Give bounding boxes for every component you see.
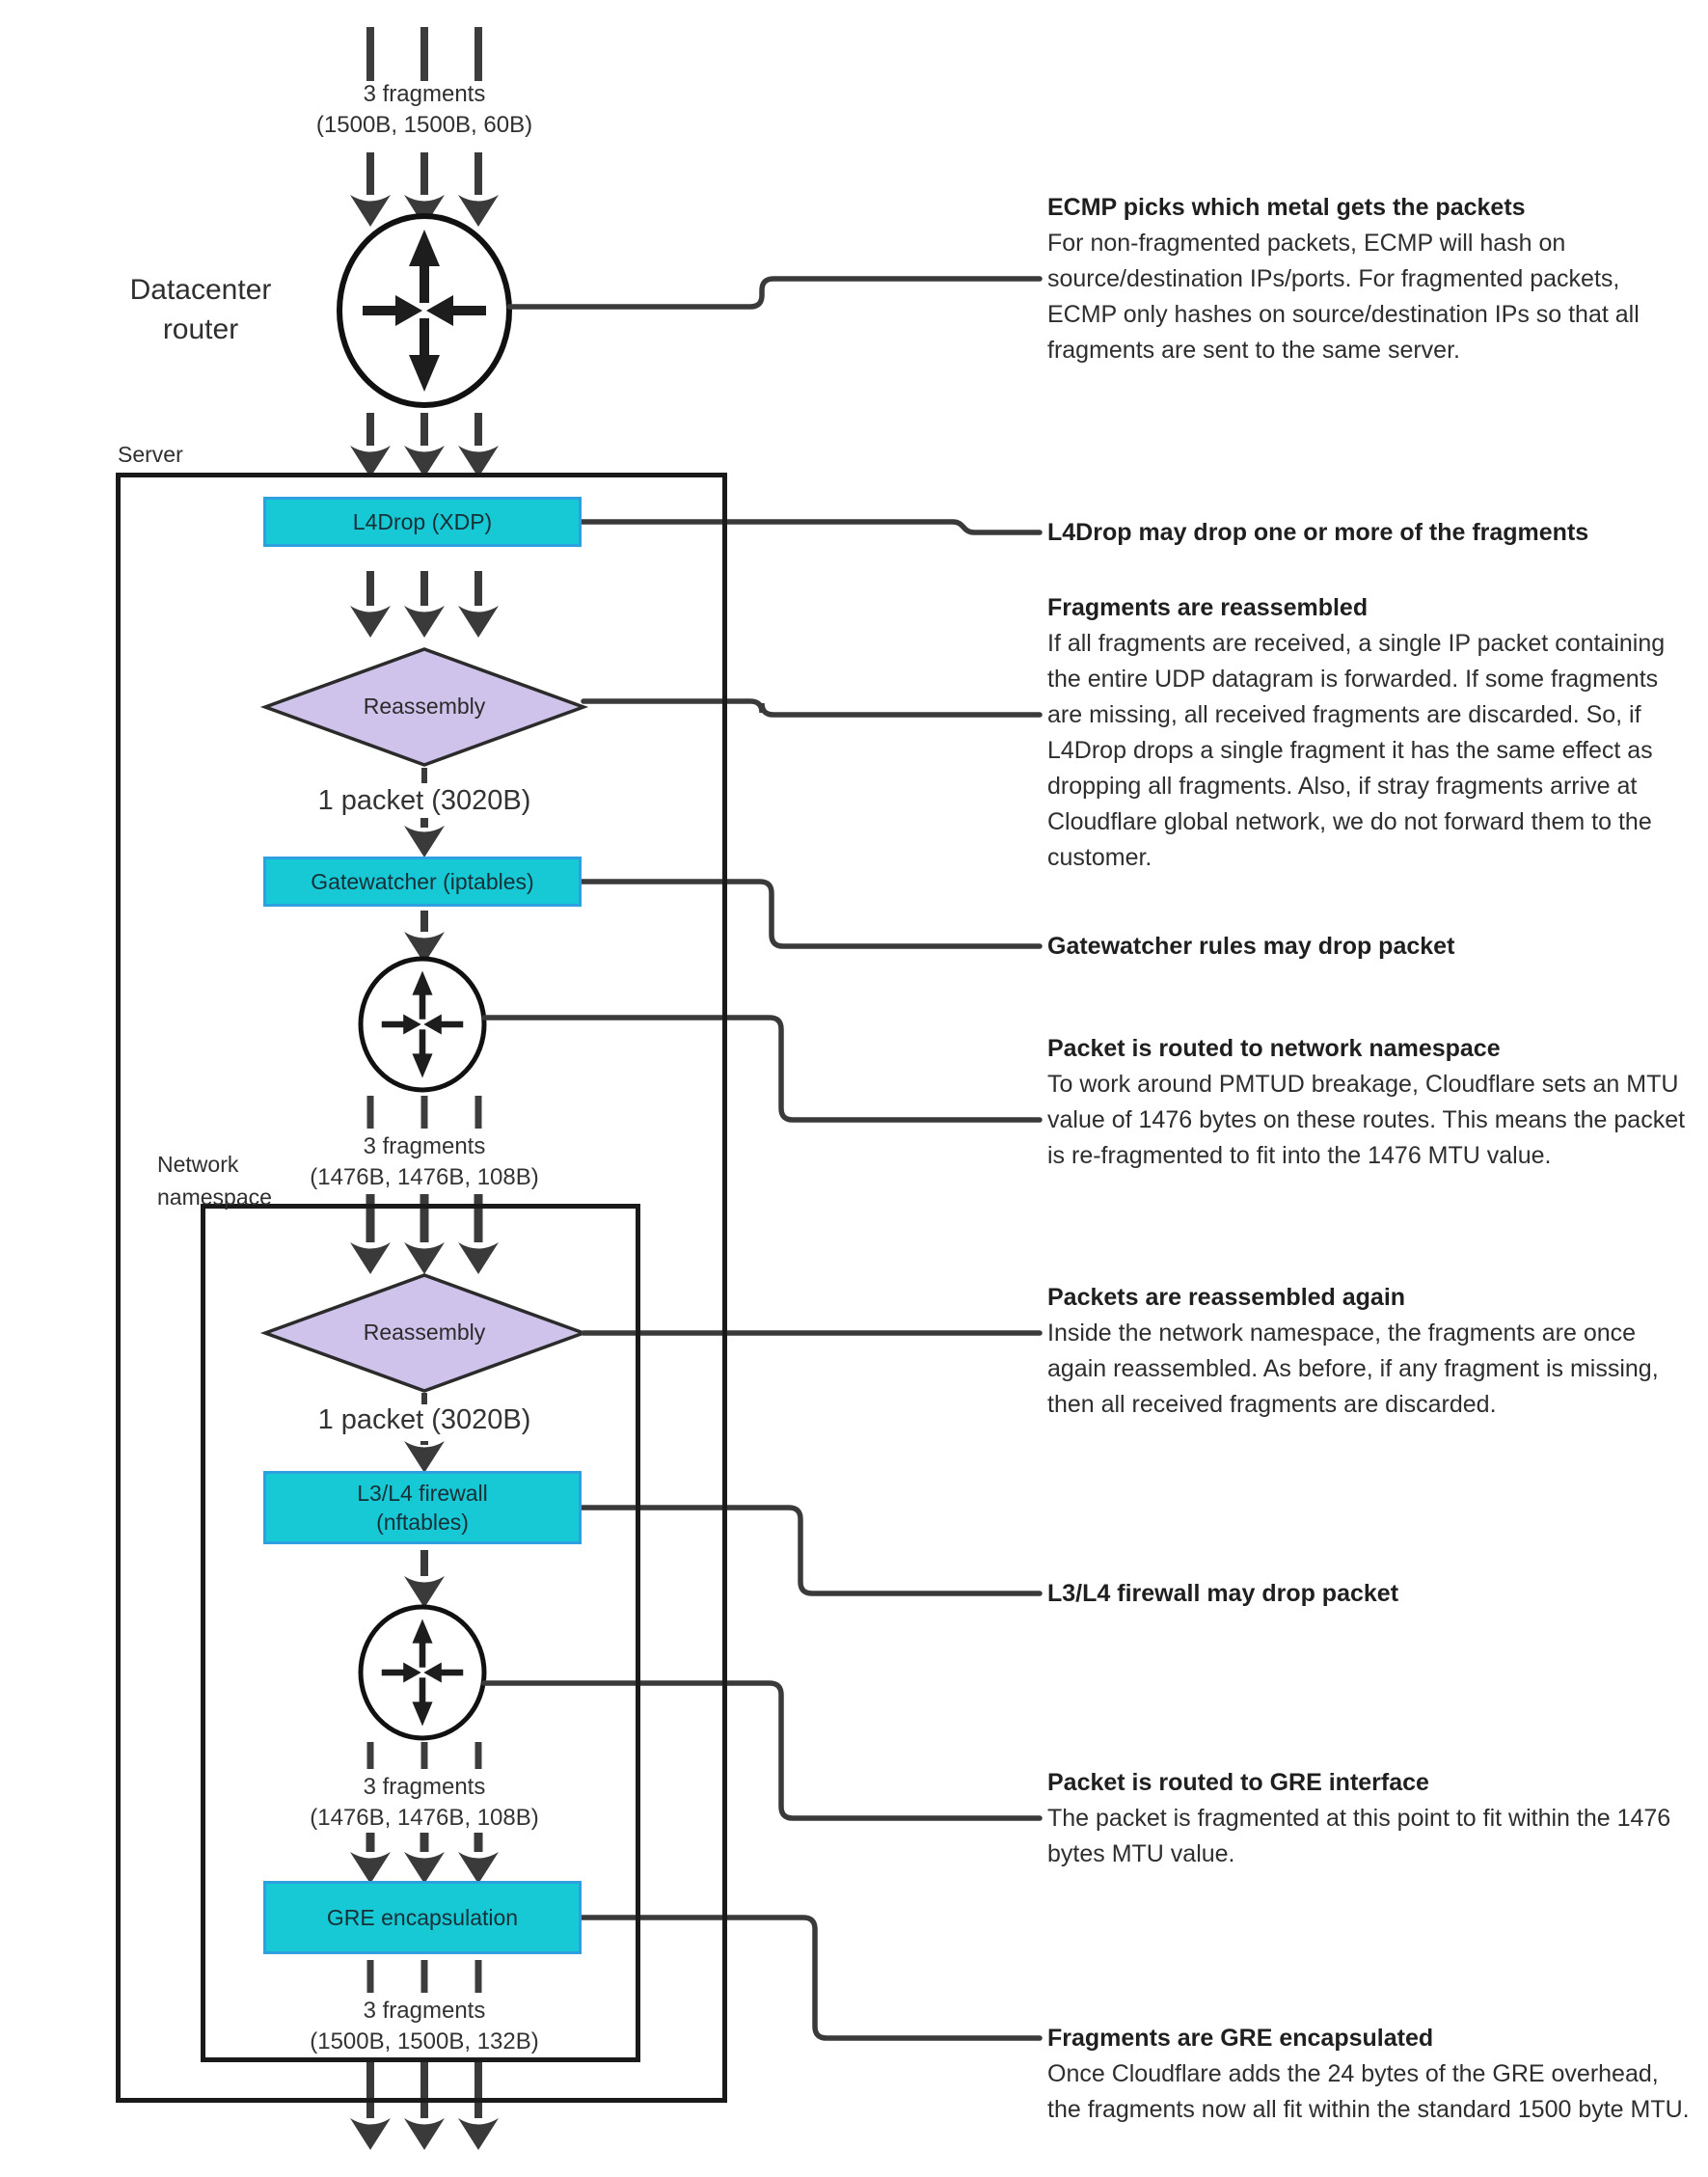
namespace-fragments-count: 3 fragments xyxy=(363,1133,486,1159)
annotation-reassembled-again xyxy=(1047,1280,1692,1423)
ingress-fragments-count: 3 fragments xyxy=(363,81,486,107)
server-label: Server xyxy=(118,442,183,467)
gatewatcher-label: Gatewatcher (iptables) xyxy=(311,869,534,894)
annotation-gre-route-body: The packet is fragmented at this point to fit within the 1476 bytes MTU value. xyxy=(1047,1805,1671,1867)
gre-fragments-sizes: (1476B, 1476B, 108B) xyxy=(310,1805,539,1831)
ingress-fragment-dashes xyxy=(370,27,478,81)
annotation-gre-route xyxy=(1047,1765,1692,1872)
annotation-netns-route-body: To work around PMTUD breakage, Cloudflare sets an MTU value of 1476 bytes on these routes. This means the packet is re-fragmented to fit into the 1476 MTU value. xyxy=(1047,1071,1686,1169)
annotation-netns-route-title: Packet is routed to network namespace xyxy=(1047,1035,1501,1062)
annotation-reassembled xyxy=(1047,590,1692,876)
annotation-gre-encap-body: Once Cloudflare adds the 24 bytes of the GRE overhead, the fragments now all fit within the standard 1500 byte MTU. xyxy=(1047,2060,1690,2123)
annotation-netns-route xyxy=(1047,1031,1692,1174)
l3l4-firewall-label-line1: L3/L4 firewall xyxy=(357,1481,488,1506)
egress-fragments-count: 3 fragments xyxy=(363,1998,486,2024)
annotation-gatewatcher-title: Gatewatcher rules may drop packet xyxy=(1047,933,1455,960)
annotation-reassembled-again-body: Inside the network namespace, the fragments are once again reassembled. As before, if any fragment is missing, then all received fragments are discarded. xyxy=(1047,1320,1659,1418)
ingress-fragments-sizes: (1500B, 1500B, 60B) xyxy=(315,112,533,138)
annotation-l3l4-title: L3/L4 firewall may drop packet xyxy=(1047,1580,1399,1607)
annotation-l3l4 xyxy=(1047,1576,1692,1612)
annotation-reassembled-body: If all fragments are received, a single IP packet containing the entire UDP datagram is forwarded. If some fragments are missing, all received fragments are discarded. So, if L4Drop drops a single fragment it has the same effect as dropping all fragments. Also, if stray fragments arrive at Cloudflare global network, we do not forward them to the customer. xyxy=(1047,630,1666,871)
annotation-gre-encap-title: Fragments are GRE encapsulated xyxy=(1047,2025,1434,2052)
gre-encapsulation-box xyxy=(263,1881,582,1954)
l3l4-firewall-box xyxy=(263,1471,582,1544)
packet-label-2: 1 packet (3020B) xyxy=(317,1404,531,1435)
annotation-gre-route-title: Packet is routed to GRE interface xyxy=(1047,1769,1429,1796)
datacenter-router-label: Datacenter router xyxy=(129,274,272,345)
annotation-reassembled-again-title: Packets are reassembled again xyxy=(1047,1284,1406,1311)
egress-fragments-sizes: (1500B, 1500B, 132B) xyxy=(310,2028,539,2055)
arrows-into-server xyxy=(370,413,478,446)
namespace-fragments-sizes: (1476B, 1476B, 108B) xyxy=(310,1164,539,1190)
datacenter-router-icon xyxy=(339,216,509,405)
annotation-l4drop xyxy=(1047,515,1692,551)
gre-encapsulation-label: GRE encapsulation xyxy=(326,1905,519,1930)
l4drop-box xyxy=(263,497,582,547)
l3l4-firewall-label-line2: (nftables) xyxy=(376,1510,469,1535)
packet-label-1: 1 packet (3020B) xyxy=(317,785,531,816)
gatewatcher-box xyxy=(263,857,582,907)
reassembly-2-label: Reassembly xyxy=(363,1320,486,1345)
annotation-l4drop-title: L4Drop may drop one or more of the fragments xyxy=(1047,519,1589,546)
annotation-gatewatcher xyxy=(1047,929,1692,965)
gre-fragments-count: 3 fragments xyxy=(363,1774,486,1800)
network-namespace-label: Network namespace xyxy=(157,1152,272,1210)
annotation-gre-encap xyxy=(1047,2021,1692,2128)
annotation-ecmp-body: For non-fragmented packets, ECMP will hash on source/destination IPs/ports. For fragmented packets, ECMP only hashes on source/destination IPs so that all fragments are sent to the same server. xyxy=(1047,230,1640,364)
annotation-ecmp xyxy=(1047,190,1692,368)
l4drop-label: L4Drop (XDP) xyxy=(352,509,493,534)
reassembly-1-label: Reassembly xyxy=(363,694,486,719)
arrows-into-router xyxy=(370,152,478,195)
annotation-reassembled-title: Fragments are reassembled xyxy=(1047,594,1369,621)
annotation-ecmp-title: ECMP picks which metal gets the packets xyxy=(1047,194,1526,221)
